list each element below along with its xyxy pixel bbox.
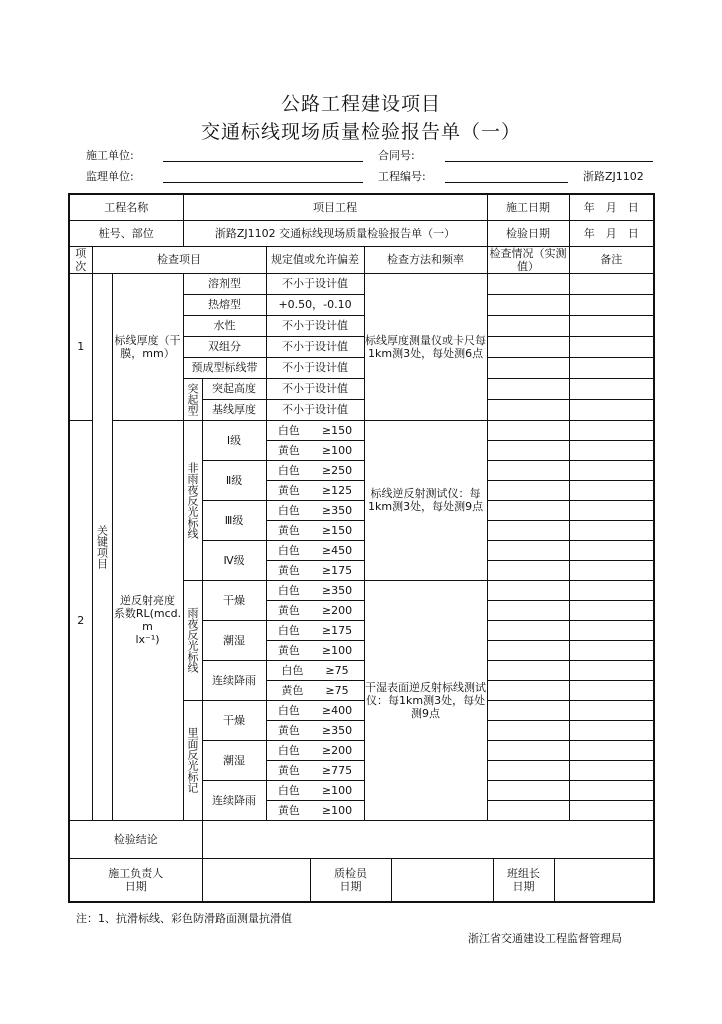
white-label: 白色 bbox=[281, 663, 304, 677]
result-cell[interactable] bbox=[487, 273, 569, 294]
spec-yellow: ≥150 bbox=[321, 523, 353, 537]
item1-type-4: 预成型标线带 bbox=[183, 357, 266, 378]
item1-type-3: 双组分 bbox=[183, 336, 266, 357]
spec-cell bbox=[266, 760, 364, 780]
remark-cell[interactable] bbox=[569, 273, 654, 294]
result-cell[interactable] bbox=[487, 600, 569, 620]
item1-method: 标线厚度测量仪或卡尺每1km测3处，每处测6点 bbox=[364, 273, 487, 420]
result-cell[interactable] bbox=[487, 399, 569, 420]
remark-cell[interactable] bbox=[569, 620, 654, 640]
result-cell[interactable] bbox=[487, 336, 569, 357]
item1-no: 1 bbox=[69, 273, 92, 420]
contractor-label: 施工单位: bbox=[86, 149, 134, 162]
result-cell[interactable] bbox=[487, 720, 569, 740]
result-cell[interactable] bbox=[487, 480, 569, 500]
remark-cell[interactable] bbox=[569, 760, 654, 780]
item1-type-2: 水性 bbox=[183, 315, 266, 336]
result-cell[interactable] bbox=[487, 294, 569, 315]
remark-cell[interactable] bbox=[569, 357, 654, 378]
spec-cell bbox=[266, 600, 364, 620]
result-cell[interactable] bbox=[487, 357, 569, 378]
conclusion-label: 检验结论 bbox=[69, 820, 202, 858]
group-b-level-1: 潮湿 bbox=[202, 620, 266, 660]
result-cell[interactable] bbox=[487, 760, 569, 780]
inspect-date-label: 检验日期 bbox=[487, 220, 569, 246]
spec-cell bbox=[266, 620, 364, 640]
remark-cell[interactable] bbox=[569, 315, 654, 336]
construction-head-cell: 施工负责人 日期 bbox=[69, 858, 202, 902]
item2-name: 逆反射亮度 系数RL(mcd. m lx⁻¹) bbox=[112, 420, 183, 820]
group-c-level-1: 潮湿 bbox=[202, 740, 266, 780]
result-cell[interactable] bbox=[487, 780, 569, 800]
remark-cell[interactable] bbox=[569, 420, 654, 440]
item2-method-a: 标线逆反射测试仪：每1km测3处，每处测9点 bbox=[364, 420, 487, 580]
white-label: 白色 bbox=[277, 783, 300, 797]
group-a-level-0: Ⅰ级 bbox=[202, 420, 266, 460]
group-b-level-0: 干燥 bbox=[202, 580, 266, 620]
team-leader-cell: 班组长 日期 bbox=[493, 859, 554, 901]
conclusion-value[interactable] bbox=[202, 820, 654, 858]
key-item-label: 关键项目 bbox=[92, 273, 112, 820]
spec-white: ≥100 bbox=[321, 783, 353, 797]
remark-cell[interactable] bbox=[569, 740, 654, 760]
supervisor-label: 监理单位: bbox=[86, 170, 134, 183]
spec-yellow: ≥100 bbox=[321, 643, 353, 657]
yellow-label: 黄色 bbox=[277, 483, 300, 497]
result-cell[interactable] bbox=[487, 580, 569, 600]
result-cell[interactable] bbox=[487, 640, 569, 660]
col-remark: 备注 bbox=[569, 246, 654, 273]
spec-cell bbox=[266, 440, 364, 460]
remark-cell[interactable] bbox=[569, 580, 654, 600]
spec-cell bbox=[266, 660, 364, 680]
item1-spec-1: +0.50，-0.10 bbox=[266, 294, 364, 315]
spec-white: ≥400 bbox=[321, 703, 353, 717]
quality-inspector-cell: 质检员 日期 bbox=[310, 859, 391, 901]
build-date-label: 施工日期 bbox=[487, 194, 569, 220]
spec-cell bbox=[266, 680, 364, 700]
spec-cell bbox=[266, 460, 364, 480]
remark-cell[interactable] bbox=[569, 378, 654, 399]
spec-cell bbox=[266, 800, 364, 820]
quality-inspector-sign[interactable] bbox=[391, 859, 493, 901]
result-cell[interactable] bbox=[487, 700, 569, 720]
col-item: 检查项目 bbox=[92, 246, 266, 273]
item1-spec-3: 不小于设计值 bbox=[266, 336, 364, 357]
result-cell[interactable] bbox=[487, 800, 569, 820]
spec-cell bbox=[266, 480, 364, 500]
result-cell[interactable] bbox=[487, 378, 569, 399]
item1-spec-2: 不小于设计值 bbox=[266, 315, 364, 336]
spec-yellow: ≥125 bbox=[321, 483, 353, 497]
group-c-label: 里面反光标记 bbox=[183, 700, 202, 820]
remark-cell[interactable] bbox=[569, 520, 654, 540]
team-leader-sign[interactable] bbox=[554, 859, 653, 901]
item1-name: 标线厚度（干膜，mm） bbox=[112, 273, 183, 420]
result-cell[interactable] bbox=[487, 440, 569, 460]
col-result: 检查情况（实测值） bbox=[487, 246, 569, 273]
remark-cell[interactable] bbox=[569, 480, 654, 500]
remark-cell[interactable] bbox=[569, 800, 654, 820]
group-a-level-1: Ⅱ级 bbox=[202, 460, 266, 500]
supervisor-line bbox=[163, 182, 363, 183]
group-b-level-2: 连续降雨 bbox=[202, 660, 266, 700]
spec-yellow: ≥75 bbox=[325, 683, 349, 697]
yellow-label: 黄色 bbox=[277, 443, 300, 457]
item1-raised-spec-0: 不小于设计值 bbox=[266, 378, 364, 399]
white-label: 白色 bbox=[277, 623, 300, 637]
result-cell[interactable] bbox=[487, 740, 569, 760]
col-method: 检查方法和频率 bbox=[364, 246, 487, 273]
remark-cell[interactable] bbox=[569, 294, 654, 315]
remark-cell[interactable] bbox=[569, 500, 654, 520]
group-a-level-3: Ⅳ级 bbox=[202, 540, 266, 580]
remark-cell[interactable] bbox=[569, 540, 654, 560]
yellow-label: 黄色 bbox=[277, 563, 300, 577]
footnote: 注：1、抗滑标线、彩色防滑路面测量抗滑值 bbox=[76, 912, 292, 925]
item2-no: 2 bbox=[69, 420, 92, 820]
yellow-label: 黄色 bbox=[277, 603, 300, 617]
spec-white: ≥350 bbox=[321, 503, 353, 517]
inspect-date-value: 年 月 日 bbox=[569, 220, 654, 246]
remark-cell[interactable] bbox=[569, 399, 654, 420]
item1-spec-4: 不小于设计值 bbox=[266, 357, 364, 378]
result-cell[interactable] bbox=[487, 680, 569, 700]
white-label: 白色 bbox=[277, 583, 300, 597]
remark-cell[interactable] bbox=[569, 680, 654, 700]
group-a-level-2: Ⅲ级 bbox=[202, 500, 266, 540]
item1-raised-label: 突起型 bbox=[183, 378, 202, 420]
yellow-label: 黄色 bbox=[277, 523, 300, 537]
remark-cell[interactable] bbox=[569, 440, 654, 460]
spec-yellow: ≥350 bbox=[321, 723, 353, 737]
white-label: 白色 bbox=[277, 543, 300, 557]
spec-white: ≥450 bbox=[321, 543, 353, 557]
col-spec: 规定值或允许偏差 bbox=[266, 246, 364, 273]
spec-white: ≥75 bbox=[325, 663, 349, 677]
yellow-label: 黄色 bbox=[277, 803, 300, 817]
spec-white: ≥175 bbox=[321, 623, 353, 637]
remark-cell[interactable] bbox=[569, 560, 654, 580]
item1-type-0: 溶剂型 bbox=[183, 273, 266, 294]
item2-method-b: 干湿表面逆反射标线测试仪：每1km测3处，每处测9点 bbox=[364, 580, 487, 820]
yellow-label: 黄色 bbox=[281, 683, 304, 697]
spec-white: ≥350 bbox=[321, 583, 353, 597]
spec-yellow: ≥200 bbox=[321, 603, 353, 617]
spec-cell bbox=[266, 420, 364, 440]
white-label: 白色 bbox=[277, 423, 300, 437]
spec-white: ≥200 bbox=[321, 743, 353, 757]
result-cell[interactable] bbox=[487, 315, 569, 336]
remark-cell[interactable] bbox=[569, 720, 654, 740]
result-cell[interactable] bbox=[487, 620, 569, 640]
spec-cell bbox=[266, 780, 364, 800]
document-title: 公路工程建设项目 bbox=[280, 93, 441, 115]
yellow-label: 黄色 bbox=[277, 643, 300, 657]
contract-no-label: 合同号: bbox=[378, 149, 415, 162]
result-cell[interactable] bbox=[487, 560, 569, 580]
remark-cell[interactable] bbox=[569, 600, 654, 620]
spec-cell bbox=[266, 700, 364, 720]
result-cell[interactable] bbox=[487, 460, 569, 480]
build-date-value: 年 月 日 bbox=[569, 194, 654, 220]
inspection-table bbox=[68, 193, 655, 903]
spec-cell bbox=[266, 560, 364, 580]
spec-cell bbox=[266, 520, 364, 540]
spec-yellow: ≥100 bbox=[321, 443, 353, 457]
item1-raised-spec-1: 不小于设计值 bbox=[266, 399, 364, 420]
item1-type-1: 热熔型 bbox=[183, 294, 266, 315]
project-item: 项目工程 bbox=[183, 194, 487, 220]
contract-no-line bbox=[445, 161, 653, 162]
remark-cell[interactable] bbox=[569, 780, 654, 800]
spec-cell bbox=[266, 580, 364, 600]
spec-white: ≥250 bbox=[321, 463, 353, 477]
project-no-line bbox=[445, 182, 568, 183]
spec-yellow: ≥775 bbox=[321, 763, 353, 777]
white-label: 白色 bbox=[277, 703, 300, 717]
result-cell[interactable] bbox=[487, 540, 569, 560]
white-label: 白色 bbox=[277, 743, 300, 757]
contractor-line bbox=[163, 161, 363, 162]
remark-cell[interactable] bbox=[569, 640, 654, 660]
remark-cell[interactable] bbox=[569, 460, 654, 480]
result-cell[interactable] bbox=[487, 660, 569, 680]
result-cell[interactable] bbox=[487, 420, 569, 440]
project-no-label: 工程编号: bbox=[378, 170, 426, 183]
group-a-label: 非雨夜反光标线 bbox=[183, 420, 202, 580]
group-c-level-0: 干燥 bbox=[202, 700, 266, 740]
document-subtitle: 交通标线现场质量检验报告单（一） bbox=[200, 121, 521, 143]
spec-white: ≥150 bbox=[321, 423, 353, 437]
white-label: 白色 bbox=[277, 503, 300, 517]
spec-cell bbox=[266, 500, 364, 520]
remark-cell[interactable] bbox=[569, 700, 654, 720]
white-label: 白色 bbox=[277, 463, 300, 477]
project-name-label: 工程名称 bbox=[69, 194, 183, 220]
spec-cell bbox=[266, 740, 364, 760]
construction-head-sign[interactable] bbox=[203, 859, 311, 901]
form-code: 浙路ZJ1102 bbox=[583, 170, 644, 183]
station-label: 桩号、部位 bbox=[69, 220, 183, 246]
spec-yellow: ≥175 bbox=[321, 563, 353, 577]
result-cell[interactable] bbox=[487, 500, 569, 520]
yellow-label: 黄色 bbox=[277, 723, 300, 737]
result-cell[interactable] bbox=[487, 520, 569, 540]
organization: 浙江省交通建设工程监督管理局 bbox=[468, 932, 622, 945]
signature-row bbox=[202, 858, 654, 902]
item1-spec-0: 不小于设计值 bbox=[266, 273, 364, 294]
remark-cell[interactable] bbox=[569, 336, 654, 357]
remark-cell[interactable] bbox=[569, 660, 654, 680]
spec-yellow: ≥100 bbox=[321, 803, 353, 817]
station-value: 浙路ZJ1102 交通标线现场质量检验报告单（一） bbox=[183, 220, 487, 246]
yellow-label: 黄色 bbox=[277, 763, 300, 777]
group-b-label: 雨夜反光标线 bbox=[183, 580, 202, 700]
item1-raised-type-1: 基线厚度 bbox=[202, 399, 266, 420]
item1-raised-type-0: 突起高度 bbox=[202, 378, 266, 399]
col-no: 项次 bbox=[69, 246, 92, 273]
spec-cell bbox=[266, 540, 364, 560]
spec-cell bbox=[266, 720, 364, 740]
group-c-level-2: 连续降雨 bbox=[202, 780, 266, 820]
spec-cell bbox=[266, 640, 364, 660]
